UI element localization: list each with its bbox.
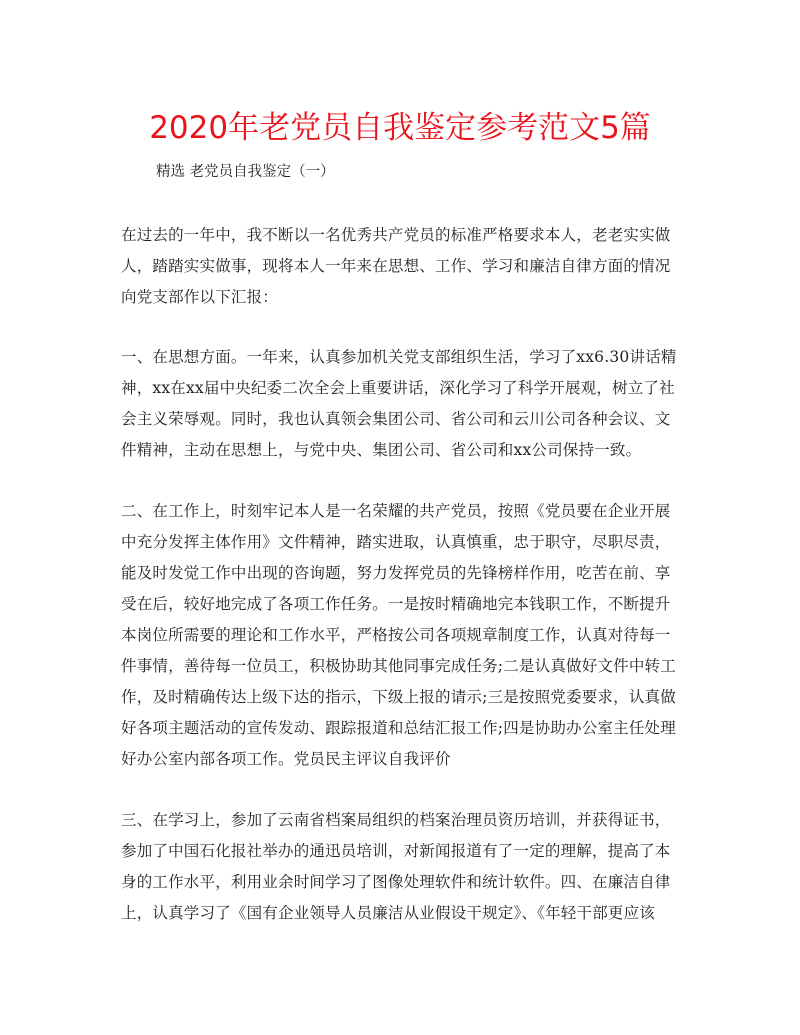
- paragraph-line: 中充分发挥主体作用》文件精神，踏实进取，认真慎重，忠于职守，尽职尽责，: [121, 533, 671, 551]
- paragraph-line: 作，及时精确传达上级下达的指示，下级上报的请示;三是按照党委要求，认真做: [121, 688, 676, 706]
- paragraph-line: 会主义荣辱观。同时，我也认真领会集团公司、省公司和云川公司各种会议、文: [121, 410, 671, 428]
- paragraph-line: 上，认真学习了《国有企业领导人员廉洁从业假设干规定》、《年轻干部更应该: [121, 904, 656, 922]
- paragraph-line: 在过去的一年中，我不断以一名优秀共产党员的标准严格要求本人，老老实实做: [121, 226, 671, 244]
- paragraph-line: 好办公室内部各项工作。党员民主评议自我评价: [121, 750, 451, 768]
- paragraph-thought: [121, 342, 701, 466]
- paragraph-line: 人，踏踏实实做事，现将本人一年来在思想、工作、学习和廉洁自律方面的情况: [121, 257, 671, 275]
- paragraph-line: 向党支部作以下汇报：: [121, 288, 279, 306]
- document-title: 2020年老党员自我鉴定参考范文5篇: [149, 110, 651, 146]
- paragraph-study: [121, 805, 701, 929]
- paragraph-line: 一、在思想方面。一年来，认真参加机关党支部组织生活，学习了xx6.30讲话精: [121, 348, 677, 366]
- paragraph-line: 件事情，善待每一位员工，积极协助其他同事完成任务;二是认真做好文件中转工: [121, 657, 676, 675]
- document-subtitle: 精选 老党员自我鉴定（一）: [156, 164, 335, 180]
- paragraph-line: 二、在工作上，时刻牢记本人是一名荣耀的共产党员，按照《党员要在企业开展: [121, 502, 671, 520]
- paragraph-line: 本岗位所需要的理论和工作水平，严格按公司各项规章制度工作，认真对待每一: [121, 626, 671, 644]
- paragraph-line: 件精神，主动在思想上，与党中央、集团公司、省公司和xx公司保持一致。: [121, 441, 642, 459]
- paragraph-work: [121, 496, 701, 775]
- paragraph-intro: [121, 220, 701, 313]
- paragraph-line: 好各项主题活动的宣传发动、跟踪报道和总结汇报工作;四是协助办公室主任处理: [121, 719, 676, 737]
- paragraph-line: 能及时发觉工作中出现的咨询题，努力发挥党员的先锋榜样作用，吃苦在前、享: [121, 564, 671, 582]
- paragraph-line: 受在后，较好地完成了各项工作任务。一是按时精确地完本钱职工作，不断提升: [121, 595, 671, 613]
- paragraph-line: 身的工作水平，利用业余时间学习了图像处理软件和统计软件。四、在廉洁自律: [121, 873, 671, 891]
- paragraph-line: 神，xx在xx届中央纪委二次全会上重要讲话，深化学习了科学开展观，树立了社: [121, 379, 675, 397]
- paragraph-line: 参加了中国石化报社举办的通迅员培训，对新闻报道有了一定的理解，提高了本: [121, 842, 671, 860]
- paragraph-line: 三、在学习上，参加了云南省档案局组织的档案治理员资历培训，并获得证书，: [121, 811, 671, 829]
